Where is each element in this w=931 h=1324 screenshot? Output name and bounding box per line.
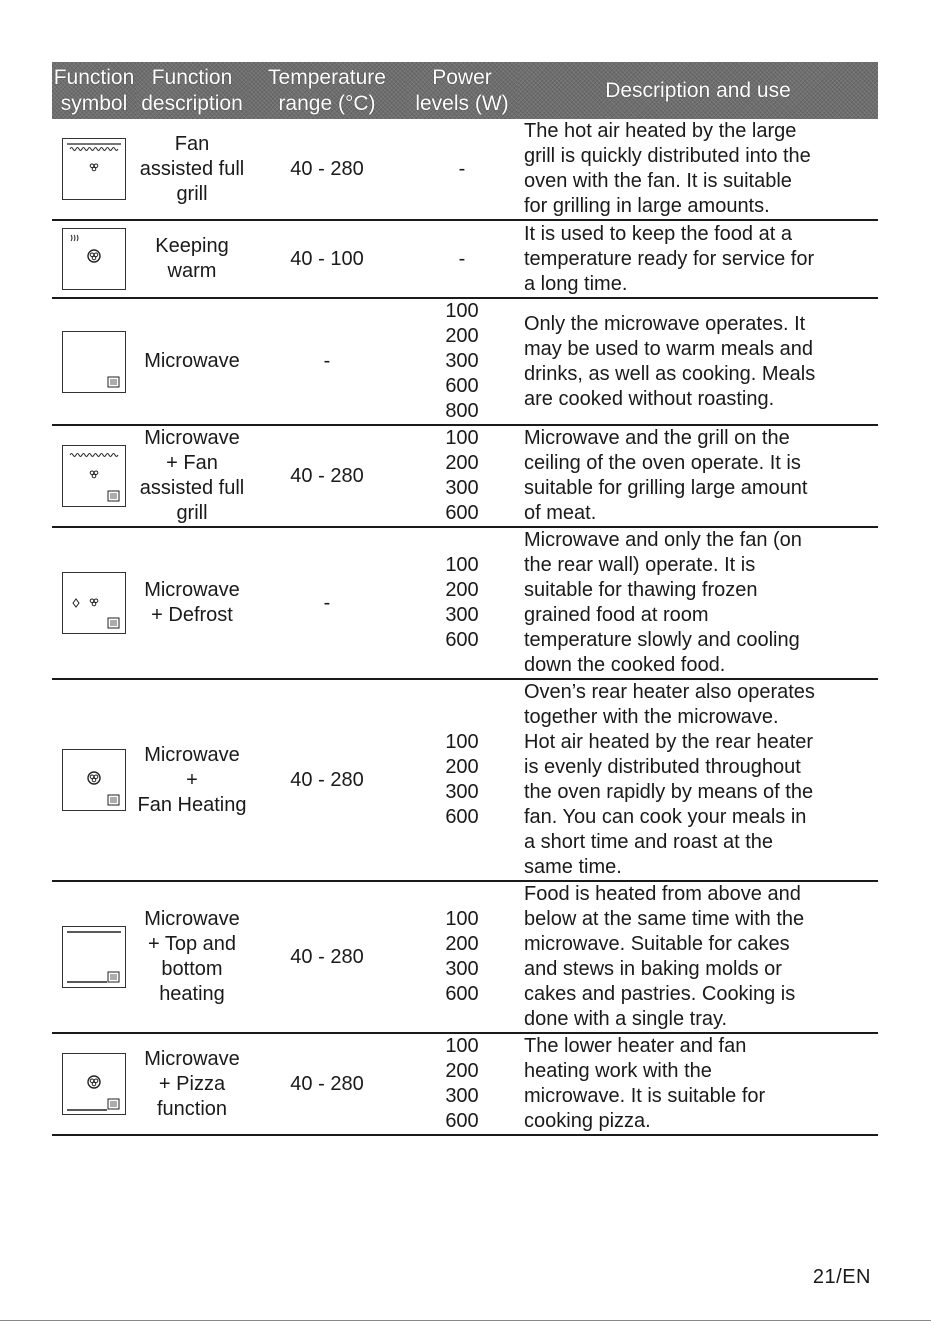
microwave-fan-heating-icon [62, 749, 126, 811]
header-function-symbol: Function symbol [52, 62, 136, 119]
description-use-line: are cooked without roasting. [524, 387, 775, 410]
description-use-line: cooking pizza. [524, 1110, 651, 1132]
description-use-cell [518, 119, 878, 220]
temperature-range-cell: 40 - 280 [248, 119, 406, 220]
power-levels-cell [406, 881, 518, 1033]
function-description-line: + Defrost [151, 604, 233, 626]
power-level-value: 600 [445, 375, 479, 397]
description-use-line: the rear wall) operate. It is [524, 554, 756, 576]
description-use-line: below at the same time with the [524, 908, 805, 930]
table-row [52, 298, 878, 425]
power-level-value: 100 [445, 1035, 479, 1057]
description-use-line: Hot air heated by the rear heater [524, 731, 814, 753]
description-use-line: may be used to warm meals and [524, 337, 814, 360]
description-use-cell [518, 527, 878, 679]
function-description-line: Microwave [144, 1047, 240, 1070]
power-level-value: 600 [445, 1110, 479, 1132]
function-description-line: + Top and [147, 933, 237, 955]
temperature-range-cell: 40 - 100 [248, 220, 406, 298]
function-symbol-cell [52, 298, 136, 425]
power-level-value: 200 [445, 933, 479, 955]
function-description-cell [136, 881, 248, 1033]
header-description-use: Description and use [518, 62, 878, 119]
table-row [52, 881, 878, 1033]
function-description-cell [136, 119, 248, 220]
description-use-line: grill is quickly distributed into the [524, 145, 811, 167]
power-levels-cell [406, 527, 518, 679]
power-level-value: 600 [445, 983, 479, 1005]
power-level-value: 100 [445, 554, 479, 576]
temperature-range-cell: - [248, 298, 406, 425]
description-use-cell [518, 1033, 878, 1135]
power-level-value: 300 [445, 781, 479, 803]
microwave-pizza-icon [62, 1053, 126, 1115]
function-description-line: grill [176, 182, 208, 205]
description-use-line: The hot air heated by the large [524, 120, 797, 142]
power-levels-cell [406, 298, 518, 425]
temperature-range-cell: 40 - 280 [248, 679, 406, 881]
power-levels-cell [406, 119, 518, 220]
page-bottom-rule [0, 1320, 931, 1321]
microwave-icon [62, 331, 126, 393]
power-level-value: 100 [445, 427, 479, 449]
function-description-line: Microwave [144, 579, 240, 601]
temperature-range-cell: - [248, 527, 406, 679]
power-level-value: 300 [445, 604, 479, 626]
function-description-line: warm [167, 260, 217, 282]
power-level-value: 100 [445, 300, 479, 322]
description-use-cell [518, 425, 878, 527]
description-use-line: grained food at room [524, 604, 709, 626]
power-level-value: 200 [445, 756, 479, 778]
power-level-value: - [458, 157, 466, 180]
function-description-cell [136, 527, 248, 679]
description-use-line: Microwave and the grill on the [524, 427, 790, 449]
function-description-line: grill [176, 502, 208, 524]
fan-assisted-full-grill-icon [62, 138, 126, 200]
table-header-row [52, 62, 878, 119]
description-use-line: the oven rapidly by means of the [524, 781, 814, 803]
power-level-value: 300 [445, 1085, 479, 1107]
description-use-line: microwave. Suitable for cakes [524, 933, 790, 955]
description-use-line: Oven’s rear heater also operates [524, 681, 815, 703]
keeping-warm-icon [62, 228, 126, 290]
power-level-value: 300 [445, 350, 479, 372]
description-use-line: suitable for thawing frozen [524, 579, 758, 601]
description-use-line: Food is heated from above and [524, 883, 801, 905]
description-use-line: temperature slowly and cooling [524, 629, 800, 651]
description-use-cell [518, 881, 878, 1033]
description-use-line: heating work with the [524, 1060, 712, 1082]
table-row [52, 220, 878, 298]
table-row [52, 425, 878, 527]
description-use-line: Microwave and only the fan (on [524, 529, 802, 551]
description-use-line: It is used to keep the food at a [524, 222, 792, 245]
function-description-line: Microwave [144, 350, 240, 372]
function-description-line: assisted full [139, 157, 245, 180]
functions-table [52, 62, 878, 1136]
description-use-line: down the cooked food. [524, 654, 726, 676]
power-level-value: 300 [445, 477, 479, 499]
function-description-line: Microwave [144, 743, 240, 766]
function-symbol-cell [52, 425, 136, 527]
power-levels-cell [406, 1033, 518, 1135]
function-description-line: Keeping [155, 235, 229, 257]
description-use-line: cakes and pastries. Cooking is [524, 983, 796, 1005]
description-use-cell [518, 679, 878, 881]
power-level-value: 200 [445, 1060, 479, 1082]
description-use-line: done with a single tray. [524, 1008, 728, 1030]
function-description-cell [136, 679, 248, 881]
function-description-line: assisted full [139, 477, 245, 499]
power-level-value: 100 [445, 908, 479, 930]
description-use-line: microwave. It is suitable for [524, 1085, 766, 1107]
description-use-line: Only the microwave operates. It [524, 312, 806, 335]
description-use-line: is evenly distributed throughout [524, 756, 801, 778]
function-description-cell [136, 425, 248, 527]
power-levels-cell [406, 220, 518, 298]
description-use-line: same time. [524, 856, 622, 878]
microwave-top-bottom-icon [62, 926, 126, 988]
temperature-range-cell: 40 - 280 [248, 881, 406, 1033]
table-row [52, 527, 878, 679]
function-description-line: Fan [174, 132, 210, 155]
table-row [52, 679, 878, 881]
description-use-line: ceiling of the oven operate. It is [524, 452, 801, 474]
table-row [52, 1033, 878, 1135]
function-description-line: Fan Heating [137, 793, 247, 816]
microwave-fan-grill-icon [62, 445, 126, 507]
function-description-line: function [156, 1097, 228, 1120]
power-level-value: 200 [445, 452, 479, 474]
function-symbol-cell [52, 1033, 136, 1135]
description-use-line: oven with the fan. It is suitable [524, 170, 792, 192]
header-temperature-range: Temperature range (°C) [248, 62, 406, 119]
function-description-line: + Pizza [158, 1072, 226, 1095]
function-description-line: bottom [161, 958, 223, 980]
temperature-range-cell: 40 - 280 [248, 425, 406, 527]
function-description-cell [136, 220, 248, 298]
power-level-value: 100 [445, 731, 479, 753]
description-use-line: suitable for grilling large amount [524, 477, 808, 499]
function-description-cell [136, 298, 248, 425]
description-use-line: together with the microwave. [524, 706, 779, 728]
function-symbol-cell [52, 527, 136, 679]
description-use-cell [518, 220, 878, 298]
description-use-line: a long time. [524, 272, 628, 295]
power-level-value: 200 [445, 579, 479, 601]
description-use-line: fan. You can cook your meals in [524, 806, 807, 828]
page-number: 21/EN [812, 1266, 871, 1288]
description-use-line: a short time and roast at the [524, 831, 774, 853]
description-use-line: for grilling in large amounts. [524, 195, 770, 217]
power-level-value: 300 [445, 958, 479, 980]
header-function-description: Function description [136, 62, 248, 119]
description-use-line: The lower heater and fan [524, 1035, 747, 1057]
function-description-line: heating [159, 983, 225, 1005]
table-row [52, 119, 878, 220]
power-level-value: 600 [445, 502, 479, 524]
power-level-value: 800 [445, 400, 479, 422]
function-description-line: + [186, 768, 198, 791]
function-symbol-cell [52, 220, 136, 298]
description-use-cell [518, 298, 878, 425]
function-description-cell [136, 1033, 248, 1135]
power-levels-cell [406, 679, 518, 881]
function-symbol-cell [52, 119, 136, 220]
function-symbol-cell [52, 679, 136, 881]
function-description-line: Microwave [144, 908, 240, 930]
description-use-line: drinks, as well as cooking. Meals [524, 362, 816, 385]
description-use-line: of meat. [524, 502, 597, 524]
power-level-value: 600 [445, 629, 479, 651]
description-use-line: and stews in baking molds or [524, 958, 782, 980]
power-level-value: 200 [445, 325, 479, 347]
function-symbol-cell [52, 881, 136, 1033]
function-description-line: Microwave [144, 427, 240, 449]
description-use-line: temperature ready for service for [524, 247, 815, 270]
header-power-levels: Power levels (W) [406, 62, 518, 119]
power-level-value: - [458, 247, 466, 270]
microwave-defrost-icon [62, 572, 126, 634]
temperature-range-cell: 40 - 280 [248, 1033, 406, 1135]
function-description-line: + Fan [166, 452, 218, 474]
power-level-value: 600 [445, 806, 479, 828]
power-levels-cell [406, 425, 518, 527]
